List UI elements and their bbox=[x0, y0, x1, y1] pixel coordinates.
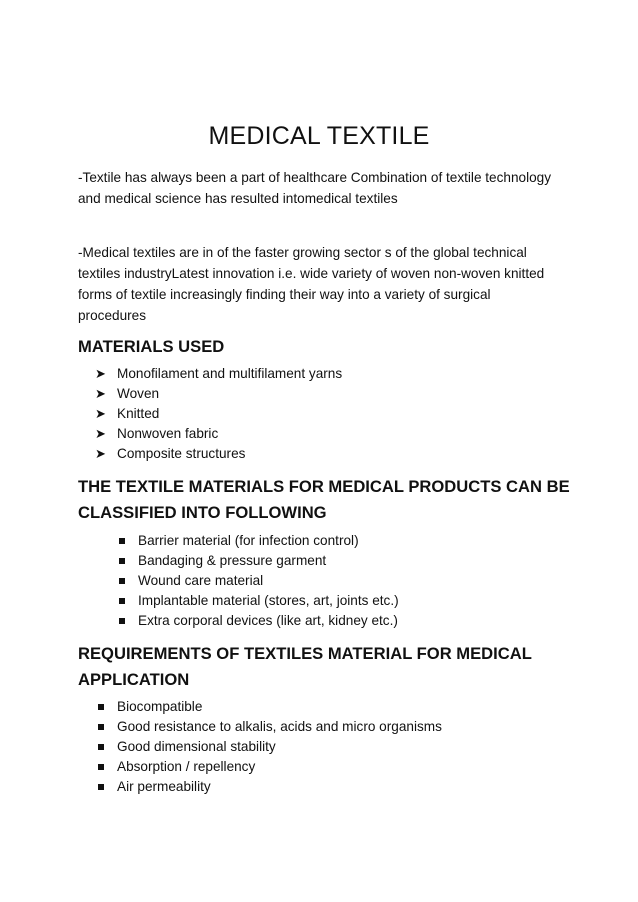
square-bullet-icon bbox=[98, 724, 104, 730]
square-bullet-icon bbox=[119, 578, 125, 584]
paragraph-line: forms of textile increasingly finding their way into a variety of surgical bbox=[78, 287, 491, 302]
square-bullet-icon bbox=[98, 784, 104, 790]
square-bullet-icon bbox=[119, 598, 125, 604]
requirements-heading bbox=[78, 641, 578, 693]
paragraph-line: procedures bbox=[78, 308, 147, 323]
arrow-icon: ➤ bbox=[95, 426, 106, 441]
heading-line: REQUIREMENTS OF TEXTILES MATERIAL FOR MEDICAL bbox=[78, 644, 532, 663]
arrow-icon: ➤ bbox=[95, 366, 106, 381]
square-bullet-icon bbox=[98, 744, 104, 750]
paragraph-line: -Textile has always been a part of healthcare Combination of textile technology bbox=[78, 170, 552, 185]
heading-line: THE TEXTILE MATERIALS FOR MEDICAL PRODUCTS CAN BE bbox=[78, 477, 570, 496]
square-bullet-icon bbox=[119, 538, 125, 544]
overview-paragraph bbox=[78, 242, 578, 326]
square-bullet-icon bbox=[98, 704, 104, 710]
square-bullet-icon bbox=[119, 558, 125, 564]
classification-heading bbox=[78, 474, 578, 526]
paragraph-line: -Medical textiles are in of the faster growing sector s of the global technical bbox=[78, 245, 527, 260]
arrow-icon: ➤ bbox=[95, 446, 106, 461]
heading-line: MATERIALS USED bbox=[78, 337, 225, 356]
heading-line: APPLICATION bbox=[78, 670, 190, 689]
square-bullet-icon bbox=[119, 618, 125, 624]
heading-line: CLASSIFIED INTO FOLLOWING bbox=[78, 503, 327, 522]
intro-paragraph bbox=[78, 167, 578, 209]
arrow-icon: ➤ bbox=[95, 386, 106, 401]
square-bullet-icon bbox=[98, 764, 104, 770]
paragraph-line: and medical science has resulted intomedical textiles bbox=[78, 191, 398, 206]
arrow-icon: ➤ bbox=[95, 406, 106, 421]
paragraph-line: textiles industryLatest innovation i.e. wide variety of woven non-woven knitted bbox=[78, 266, 545, 281]
document-page: MEDICAL TEXTILE -Textile has always been a part of healthcare Combination of textile technology and medical science has resulted intomedical textiles -Medical textiles are in of the faster growing sector s of the global technical textiles industryLatest innovation i.e. wide variety of woven non-woven knitted forms of textile increasingly finding their way into a variety of surgical procedures MATERIALS USED ➤ Monofilament and multifilament yarns ➤ Woven ➤ Knitted ➤ Nonwoven fabric ➤ Composite structures THE TEXTILE MATERIALS FOR MEDICAL PRODUCTS CAN BE CLASSIFIED INTO FOLLOWING Barrier material (for infection control) Bandaging & pressure garment Wound care material Implantable material (stores, art, joints etc.) Extra corporal devices (like art, kidney etc.) REQUIREMENTS OF TEXTILES MATERIAL FOR MEDICAL APPLICATION Biocompatible Good resistance to alkalis, acids and micro organisms Good dimensional stability Absorption / repellency Air permeability bbox=[0, 0, 638, 902]
page-title: MEDICAL TEXTILE bbox=[208, 122, 430, 150]
materials-used-heading bbox=[78, 334, 578, 360]
